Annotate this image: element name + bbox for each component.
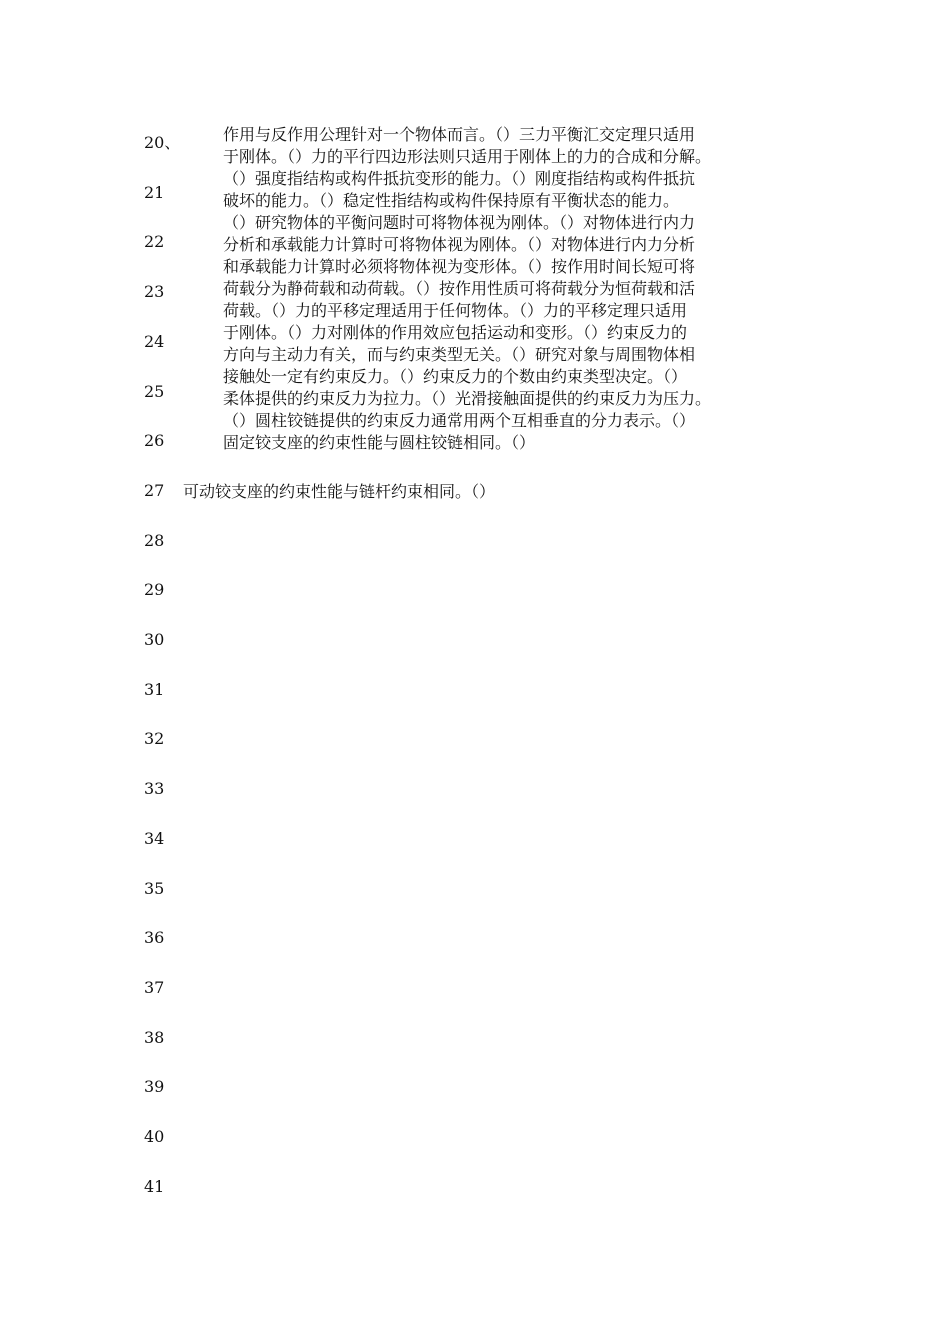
line-number: 33 <box>144 779 165 798</box>
paragraph-line: 于刚体。（）力对刚体的作用效应包括运动和变形。（）约束反力的 <box>223 323 688 342</box>
paragraph-line: 于刚体。（）力的平行四边形法则只适用于刚体上的力的合成和分解。 <box>223 147 712 166</box>
statement-paragraph <box>223 124 823 454</box>
line-number: 37 <box>144 978 165 997</box>
line-number: 38 <box>144 1028 165 1047</box>
line-number: 23 <box>144 282 165 301</box>
line-number: 40 <box>144 1127 165 1146</box>
paragraph-line: 柔体提供的约束反力为拉力。（）光滑接触面提供的约束反力为压力。 <box>223 389 712 408</box>
paragraph-line: 分析和承载能力计算时可将物体视为刚体。（）对物体进行内力分析 <box>223 235 696 254</box>
paragraph-line: 和承载能力计算时必须将物体视为变形体。（）按作用时间长短可将 <box>223 257 696 276</box>
line-number: 30 <box>144 630 165 649</box>
line-number: 39 <box>144 1077 165 1096</box>
line-number: 25 <box>144 382 165 401</box>
paragraph-line: 破坏的能力。（）稳定性指结构或构件保持原有平衡状态的能力。 <box>223 191 680 210</box>
line-number: 20、 <box>144 133 181 152</box>
line-number: 28 <box>144 531 165 550</box>
paragraph-line: （）研究物体的平衡问题时可将物体视为刚体。（）对物体进行内力 <box>223 213 696 232</box>
line-number: 31 <box>144 680 165 699</box>
paragraph-line: 方向与主动力有关，而与约束类型无关。（）研究对象与周围物体相 <box>223 345 696 364</box>
line-number: 41 <box>144 1177 165 1196</box>
line-number: 27 <box>144 481 165 500</box>
line-number: 21 <box>144 183 165 202</box>
paragraph-line: 荷载。（）力的平移定理适用于任何物体。（）力的平移定理只适用 <box>223 301 688 320</box>
line-number: 36 <box>144 928 165 947</box>
item-27-statement: 可动铰支座的约束性能与链杆约束相同。（） <box>183 482 496 501</box>
line-number: 32 <box>144 729 165 748</box>
line-number: 34 <box>144 829 165 848</box>
line-number: 22 <box>144 232 165 251</box>
paragraph-line: 固定铰支座的约束性能与圆柱铰链相同。（） <box>223 433 536 452</box>
line-number: 24 <box>144 332 165 351</box>
line-number: 29 <box>144 580 165 599</box>
line-number: 35 <box>144 879 165 898</box>
paragraph-line: 荷载分为静荷载和动荷载。（）按作用性质可将荷载分为恒荷载和活 <box>223 279 696 298</box>
line-number: 26 <box>144 431 165 450</box>
paragraph-line: （）强度指结构或构件抵抗变形的能力。（）刚度指结构或构件抵抗 <box>223 169 696 188</box>
paragraph-line: （）圆柱铰链提供的约束反力通常用两个互相垂直的分力表示。（） <box>223 411 696 430</box>
paragraph-line: 作用与反作用公理针对一个物体而言。（）三力平衡汇交定理只适用 <box>223 125 696 144</box>
paragraph-line: 接触处一定有约束反力。（）约束反力的个数由约束类型决定。（） <box>223 367 688 386</box>
